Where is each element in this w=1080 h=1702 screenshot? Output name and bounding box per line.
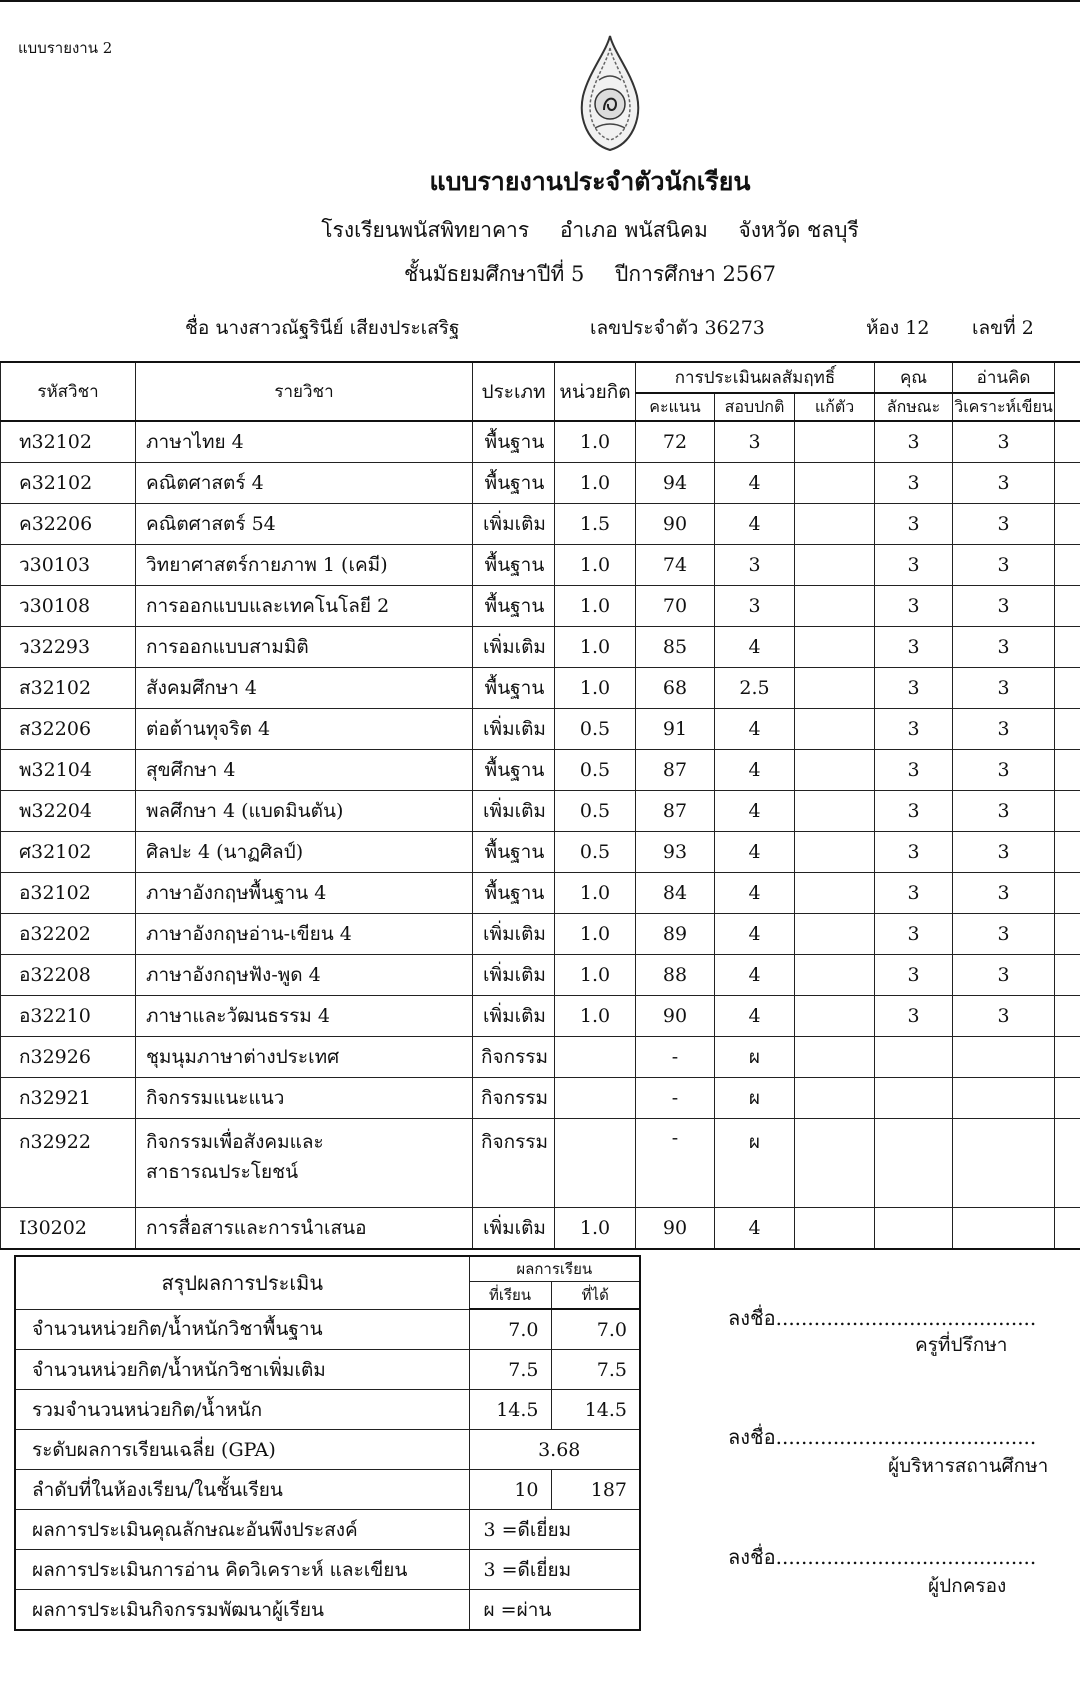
subject-type: พื้นฐาน — [473, 668, 555, 709]
activity-label: ผลการประเมินกิจกรรมพัฒนาผู้เรียน — [15, 1590, 469, 1631]
subject-remedial — [795, 627, 875, 668]
header-code: รหัสวิชา — [1, 362, 136, 421]
report-title: แบบรายงานประจำตัวนักเรียน — [429, 167, 751, 196]
summary-row — [15, 1309, 640, 1350]
school-province: จังหวัด ชลบุรี — [738, 218, 859, 242]
table-row — [1, 873, 1080, 914]
subject-type: กิจกรรม — [473, 1119, 555, 1208]
student-name: ชื่อ นางสาวณัฐรินีย์ เสียงประเสริฐ — [185, 317, 460, 339]
subject-type: เพิ่มเติม — [473, 709, 555, 750]
subject-credits — [555, 1078, 636, 1119]
subject-characteristics: 3 — [875, 791, 953, 832]
table-row — [1, 627, 1080, 668]
subject-credits: 1.0 — [555, 586, 636, 627]
class-level: ชั้นมัธยมศึกษาปีที่ 5 — [404, 262, 585, 286]
subject-reading: 3 — [953, 955, 1055, 996]
subject-characteristics — [875, 1078, 953, 1119]
subject-type: พื้นฐาน — [473, 421, 555, 463]
subject-remedial — [795, 750, 875, 791]
subject-characteristics — [875, 1119, 953, 1208]
subject-characteristics: 3 — [875, 709, 953, 750]
subject-characteristics: 3 — [875, 914, 953, 955]
table-row — [1, 709, 1080, 750]
subject-credits: 0.5 — [555, 709, 636, 750]
subject-type: เพิ่มเติม — [473, 955, 555, 996]
subject-reading — [953, 1037, 1055, 1078]
subject-type: กิจกรรม — [473, 1078, 555, 1119]
subject-reading: 3 — [953, 709, 1055, 750]
subject-reading: 3 — [953, 668, 1055, 709]
blank-cell — [1055, 955, 1080, 996]
subject-grade: 3 — [715, 586, 795, 627]
subject-grade: ผ — [715, 1119, 795, 1208]
subject-type: เพิ่มเติม — [473, 996, 555, 1037]
subject-score: 72 — [636, 421, 715, 463]
subject-grade: 4 — [715, 791, 795, 832]
subject-reading: 3 — [953, 463, 1055, 504]
subject-grade: 4 — [715, 1208, 795, 1250]
signature-role-advisor: ครูที่ปรึกษา — [915, 1334, 1008, 1356]
subject-grade: 4 — [715, 709, 795, 750]
subject-code: ว30108 — [1, 586, 136, 627]
subject-reading: 3 — [953, 750, 1055, 791]
subject-remedial — [795, 421, 875, 463]
summary-row — [15, 1390, 640, 1430]
subject-name: ภาษาอังกฤษพื้นฐาน 4 — [136, 873, 473, 914]
summary-earned: 14.5 — [551, 1390, 640, 1430]
subject-credits: 1.0 — [555, 1208, 636, 1250]
signature-role-parent: ผู้ปกครอง — [928, 1575, 1007, 1597]
summary-label: รวมจำนวนหน่วยกิต/น้ำหนัก — [15, 1390, 469, 1430]
subject-reading: 3 — [953, 421, 1055, 463]
table-row — [1, 750, 1080, 791]
subject-score: 90 — [636, 996, 715, 1037]
signature-line-advisor: ลงชื่อ......................................... — [728, 1306, 1037, 1330]
summary-row-reading — [15, 1550, 640, 1590]
subject-name: คณิตศาสตร์ 4 — [136, 463, 473, 504]
blank-cell — [1055, 545, 1080, 586]
subject-type: เพิ่มเติม — [473, 791, 555, 832]
subject-characteristics: 3 — [875, 832, 953, 873]
subject-score: 93 — [636, 832, 715, 873]
characteristics-label: ผลการประเมินคุณลักษณะอันพึงประสงค์ — [15, 1510, 469, 1550]
header-type: ประเภท — [473, 362, 555, 421]
subject-reading: 3 — [953, 791, 1055, 832]
school-line — [0, 214, 1080, 247]
subject-type: เพิ่มเติม — [473, 1208, 555, 1250]
subject-name: ศิลปะ 4 (นาฏศิลป์) — [136, 832, 473, 873]
summary-label: จำนวนหน่วยกิต/น้ำหนักวิชาพื้นฐาน — [15, 1309, 469, 1350]
table-row — [1, 421, 1080, 463]
table-row — [1, 1037, 1080, 1078]
header-subject: รายวิชา — [136, 362, 473, 421]
subject-grade: 3 — [715, 545, 795, 586]
subject-score: 87 — [636, 750, 715, 791]
subject-name: ภาษาอังกฤษฟัง-พูด 4 — [136, 955, 473, 996]
subject-score: 90 — [636, 504, 715, 545]
blank-cell — [1055, 914, 1080, 955]
subject-score: - — [636, 1119, 715, 1208]
subject-reading: 3 — [953, 873, 1055, 914]
subject-reading: 3 — [953, 627, 1055, 668]
subject-grade: ผ — [715, 1037, 795, 1078]
subject-type: กิจกรรม — [473, 1037, 555, 1078]
subject-grade: ผ — [715, 1078, 795, 1119]
blank-cell — [1055, 750, 1080, 791]
subject-code: I30202 — [1, 1208, 136, 1250]
subject-remedial — [795, 955, 875, 996]
subject-remedial — [795, 1037, 875, 1078]
summary-row-rank — [15, 1470, 640, 1510]
subject-credits: 1.0 — [555, 914, 636, 955]
subject-remedial — [795, 668, 875, 709]
subject-remedial — [795, 1078, 875, 1119]
form-number: แบบรายงาน 2 — [18, 39, 113, 57]
table-row — [1, 1078, 1080, 1119]
subject-name: สังคมศึกษา 4 — [136, 668, 473, 709]
academic-year: ปีการศึกษา 2567 — [615, 262, 776, 286]
subject-grade: 4 — [715, 832, 795, 873]
subject-characteristics: 3 — [875, 668, 953, 709]
subject-remedial — [795, 709, 875, 750]
header-char-2: ลักษณะ — [875, 393, 953, 421]
summary-earned: 7.0 — [551, 1309, 640, 1350]
header-achievement: การประเมินผลสัมฤทธิ์ — [636, 362, 875, 393]
subject-grade: 4 — [715, 955, 795, 996]
subject-characteristics — [875, 1208, 953, 1250]
blank-cell — [1055, 627, 1080, 668]
subject-score: 91 — [636, 709, 715, 750]
subject-code: อ32210 — [1, 996, 136, 1037]
blank-cell — [1055, 791, 1080, 832]
blank-cell — [1055, 421, 1080, 463]
subject-characteristics: 3 — [875, 463, 953, 504]
blank-cell — [1055, 586, 1080, 627]
subject-score: 85 — [636, 627, 715, 668]
subject-score: 70 — [636, 586, 715, 627]
blank-cell — [1055, 668, 1080, 709]
summary-earned-header: ที่ได้ — [551, 1282, 640, 1310]
summary-studied: 7.5 — [469, 1350, 551, 1390]
subject-credits: 1.0 — [555, 996, 636, 1037]
signature-line-director: ลงชื่อ......................................... — [728, 1425, 1037, 1449]
subject-remedial — [795, 1208, 875, 1250]
subject-score: 84 — [636, 873, 715, 914]
subject-type: เพิ่มเติม — [473, 504, 555, 545]
subject-remedial — [795, 914, 875, 955]
school-name: โรงเรียนพนัสพิทยาคาร — [321, 218, 530, 242]
school-emblem-icon — [575, 32, 645, 160]
subject-name: คณิตศาสตร์ 54 — [136, 504, 473, 545]
header-normal: สอบปกติ — [715, 393, 795, 421]
subject-grade: 3 — [715, 421, 795, 463]
subject-score: 89 — [636, 914, 715, 955]
subject-credits: 1.0 — [555, 545, 636, 586]
subject-reading: 3 — [953, 586, 1055, 627]
table-row — [1, 586, 1080, 627]
subject-remedial — [795, 996, 875, 1037]
subject-credits: 1.0 — [555, 463, 636, 504]
subject-code: ก32921 — [1, 1078, 136, 1119]
subject-type: พื้นฐาน — [473, 873, 555, 914]
subject-type: เพิ่มเติม — [473, 914, 555, 955]
summary-result-header: ผลการเรียน — [469, 1256, 640, 1282]
subject-characteristics: 3 — [875, 750, 953, 791]
subject-code: ค32102 — [1, 463, 136, 504]
subject-characteristics: 3 — [875, 545, 953, 586]
subject-grade: 4 — [715, 996, 795, 1037]
subject-reading — [953, 1078, 1055, 1119]
header-remedial: แก้ตัว — [795, 393, 875, 421]
subject-reading: 3 — [953, 914, 1055, 955]
subject-code: อ32102 — [1, 873, 136, 914]
subject-characteristics: 3 — [875, 421, 953, 463]
blank-cell — [1055, 709, 1080, 750]
table-row — [1, 832, 1080, 873]
subject-credits: 1.5 — [555, 504, 636, 545]
subject-code: ว32293 — [1, 627, 136, 668]
subject-name: การสื่อสารและการนำเสนอ — [136, 1208, 473, 1250]
subject-remedial — [795, 586, 875, 627]
characteristics-value: 3 =ดีเยี่ยม — [469, 1510, 640, 1550]
student-room: ห้อง 12 — [866, 317, 930, 339]
subject-reading — [953, 1208, 1055, 1250]
rank-label: ลำดับที่ในห้องเรียน/ในชั้นเรียน — [15, 1470, 469, 1510]
subject-code: ส32206 — [1, 709, 136, 750]
table-row — [1, 914, 1080, 955]
subject-grade: 4 — [715, 627, 795, 668]
subject-name: กิจกรรมแนะแนว — [136, 1078, 473, 1119]
subject-characteristics: 3 — [875, 955, 953, 996]
top-border — [0, 0, 1080, 2]
subject-code: ว30103 — [1, 545, 136, 586]
subject-remedial — [795, 832, 875, 873]
subject-name: สุขศึกษา 4 — [136, 750, 473, 791]
subject-remedial — [795, 463, 875, 504]
header-read-2: วิเคราะห์เขียน — [953, 393, 1055, 421]
signature-role-director: ผู้บริหารสถานศึกษา — [888, 1455, 1049, 1477]
table-row — [1, 955, 1080, 996]
blank-cell — [1055, 463, 1080, 504]
subject-name: วิทยาศาสตร์กายภาพ 1 (เคมี) — [136, 545, 473, 586]
subject-type: พื้นฐาน — [473, 545, 555, 586]
subject-score: 94 — [636, 463, 715, 504]
student-id: เลขประจำตัว 36273 — [590, 317, 765, 339]
subject-code: ก32926 — [1, 1037, 136, 1078]
header-score: คะแนน — [636, 393, 715, 421]
subject-grade: 4 — [715, 914, 795, 955]
subject-score: 68 — [636, 668, 715, 709]
header-blank — [1055, 362, 1080, 421]
subject-characteristics: 3 — [875, 627, 953, 668]
subject-characteristics: 3 — [875, 586, 953, 627]
blank-cell — [1055, 504, 1080, 545]
subject-reading: 3 — [953, 545, 1055, 586]
summary-row-activity — [15, 1590, 640, 1631]
gpa-label: ระดับผลการเรียนเฉลี่ย (GPA) — [15, 1430, 469, 1470]
subject-characteristics — [875, 1037, 953, 1078]
subject-score: 74 — [636, 545, 715, 586]
blank-cell — [1055, 873, 1080, 914]
subject-name: กิจกรรมเพื่อสังคมและสาธารณประโยชน์ — [136, 1119, 473, 1208]
summary-row-gpa — [15, 1430, 640, 1470]
subject-code: ศ32102 — [1, 832, 136, 873]
blank-cell — [1055, 1208, 1080, 1250]
blank-cell — [1055, 1119, 1080, 1208]
subject-name: การออกแบบสามมิติ — [136, 627, 473, 668]
subject-code: ท32102 — [1, 421, 136, 463]
subject-code: พ32204 — [1, 791, 136, 832]
subject-type: พื้นฐาน — [473, 463, 555, 504]
blank-cell — [1055, 1078, 1080, 1119]
subject-characteristics: 3 — [875, 996, 953, 1037]
summary-label: จำนวนหน่วยกิต/น้ำหนักวิชาเพิ่มเติม — [15, 1350, 469, 1390]
table-row — [1, 668, 1080, 709]
blank-cell — [1055, 1037, 1080, 1078]
header-credits: หน่วยกิต — [555, 362, 636, 421]
class-line — [0, 258, 1080, 291]
subject-remedial — [795, 1119, 875, 1208]
subject-name: การออกแบบและเทคโนโลยี 2 — [136, 586, 473, 627]
subject-name: ภาษาไทย 4 — [136, 421, 473, 463]
subject-code: อ32202 — [1, 914, 136, 955]
subject-credits: 1.0 — [555, 668, 636, 709]
subject-credits: 0.5 — [555, 750, 636, 791]
subject-type: พื้นฐาน — [473, 586, 555, 627]
subject-reading: 3 — [953, 832, 1055, 873]
subject-remedial — [795, 873, 875, 914]
table-row — [1, 1119, 1080, 1208]
rank-class: 187 — [551, 1470, 640, 1510]
table-row — [1, 545, 1080, 586]
subject-grade: 4 — [715, 463, 795, 504]
subject-reading: 3 — [953, 996, 1055, 1037]
subject-credits: 1.0 — [555, 627, 636, 668]
subject-score: 88 — [636, 955, 715, 996]
summary-table — [14, 1255, 641, 1631]
subject-score: - — [636, 1037, 715, 1078]
subject-grade: 4 — [715, 873, 795, 914]
subject-name: ชุมนุมภาษาต่างประเทศ — [136, 1037, 473, 1078]
student-number: เลขที่ 2 — [972, 317, 1034, 339]
subject-credits: 0.5 — [555, 791, 636, 832]
table-row — [1, 504, 1080, 545]
subject-credits: 0.5 — [555, 832, 636, 873]
reading-label: ผลการประเมินการอ่าน คิดวิเคราะห์ และเขียน — [15, 1550, 469, 1590]
subject-credits: 1.0 — [555, 421, 636, 463]
subject-code: ก32922 — [1, 1119, 136, 1208]
subject-code: พ32104 — [1, 750, 136, 791]
summary-studied-header: ที่เรียน — [469, 1282, 551, 1310]
subject-type: พื้นฐาน — [473, 832, 555, 873]
subject-reading: 3 — [953, 504, 1055, 545]
subject-remedial — [795, 791, 875, 832]
summary-row-characteristics — [15, 1510, 640, 1550]
subject-name: พลศึกษา 4 (แบดมินตัน) — [136, 791, 473, 832]
rank-room: 10 — [469, 1470, 551, 1510]
subject-grade: 2.5 — [715, 668, 795, 709]
subject-grade: 4 — [715, 750, 795, 791]
reading-value: 3 =ดีเยี่ยม — [469, 1550, 640, 1590]
school-district: อำเภอ พนัสนิคม — [559, 218, 708, 242]
subject-name: ภาษาและวัฒนธรรม 4 — [136, 996, 473, 1037]
subject-credits: 1.0 — [555, 873, 636, 914]
subject-credits — [555, 1037, 636, 1078]
summary-earned: 7.5 — [551, 1350, 640, 1390]
header-char-1: คุณ — [875, 362, 953, 393]
table-row — [1, 996, 1080, 1037]
summary-title: สรุปผลการประเมิน — [15, 1256, 469, 1309]
subject-name: ภาษาอังกฤษอ่าน-เขียน 4 — [136, 914, 473, 955]
subject-credits: 1.0 — [555, 955, 636, 996]
table-row — [1, 791, 1080, 832]
subject-grade: 4 — [715, 504, 795, 545]
summary-row — [15, 1350, 640, 1390]
subject-score: 90 — [636, 1208, 715, 1250]
summary-studied: 7.0 — [469, 1309, 551, 1350]
table-row — [1, 463, 1080, 504]
grades-table — [0, 361, 1080, 1250]
subject-score: 87 — [636, 791, 715, 832]
subject-code: อ32208 — [1, 955, 136, 996]
activity-value: ผ =ผ่าน — [469, 1590, 640, 1631]
subject-type: เพิ่มเติม — [473, 627, 555, 668]
gpa-value: 3.68 — [469, 1430, 640, 1470]
subject-name: ต่อต้านทุจริต 4 — [136, 709, 473, 750]
blank-cell — [1055, 996, 1080, 1037]
subject-remedial — [795, 504, 875, 545]
subject-characteristics: 3 — [875, 504, 953, 545]
blank-cell — [1055, 832, 1080, 873]
header-read-1: อ่านคิด — [953, 362, 1055, 393]
subject-code: ค32206 — [1, 504, 136, 545]
subject-credits — [555, 1119, 636, 1208]
summary-studied: 14.5 — [469, 1390, 551, 1430]
subject-score: - — [636, 1078, 715, 1119]
subject-characteristics: 3 — [875, 873, 953, 914]
subject-type: พื้นฐาน — [473, 750, 555, 791]
subject-reading — [953, 1119, 1055, 1208]
subject-remedial — [795, 545, 875, 586]
table-row — [1, 1208, 1080, 1250]
subject-code: ส32102 — [1, 668, 136, 709]
signature-line-parent: ลงชื่อ......................................... — [728, 1545, 1037, 1569]
